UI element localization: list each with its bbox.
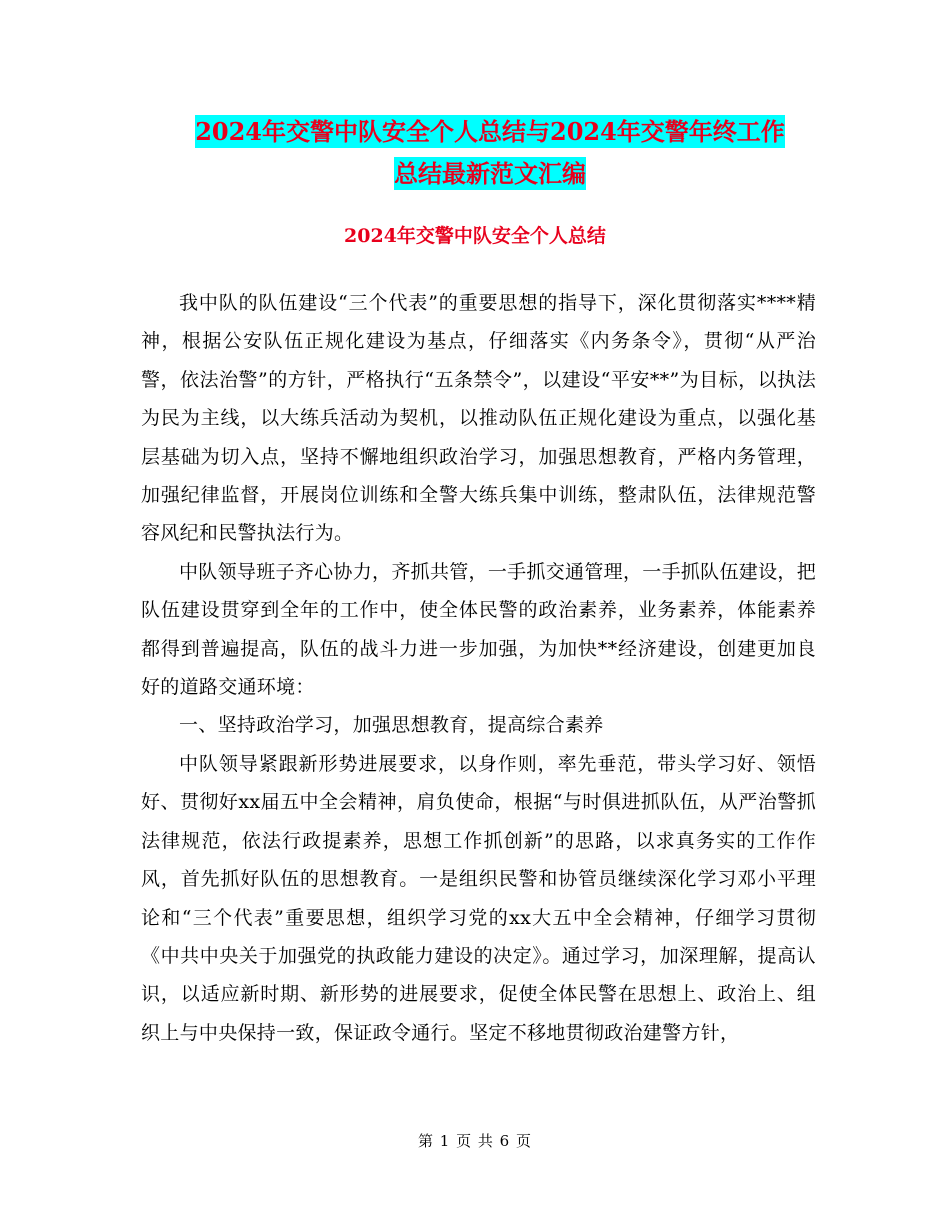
- page-footer: 第 1 页 共 6 页: [418, 1132, 532, 1150]
- paragraph-4: 中队领导紧跟新形势进展要求，以身作则，率先垂范，带头学习好、领悟好、贯彻好xx届五中全会精神，肩负使命，根据“与时俱进抓队伍，从严治警抓法律规范，依法行政提素养，思想工作抓创新”的思路，以求真务实的工作作风，首先抓好队伍的思想教育。一是组织民警和协管员继续深化学习邓小平理论和“三个代表”重要思想，组织学习党的xx大五中全会精神，仔细学习贯彻《中共中央关于加强党的执政能力建设的决定》。通过学习，加深理解，提高认识，以适应新时期、新形势的进展要求，促使全体民警在思想上、政治上、组织上与中央保持一致，保证政令通行。坚定不移地贯彻政治建警方针，: [141, 752, 816, 1044]
- paragraph-3-heading: 一、坚持政治学习，加强思想教育，提高综合素养: [179, 714, 604, 737]
- section-title: 2024年交警中队安全个人总结: [344, 225, 606, 247]
- paragraph-2: 中队领导班子齐心协力，齐抓共管，一手抓交通管理，一手抓队伍建设，把队伍建设贯穿到全年的工作中，使全体民警的政治素养，业务素养，体能素养都得到普遍提高，队伍的战斗力进一步加强，为加快**经济建设，创建更加良好的道路交通环境：: [141, 560, 816, 699]
- paragraph-1: 我中队的队伍建设“三个代表”的重要思想的指导下，深化贯彻落实****精神，根据公安队伍正规化建设为基点，仔细落实《内务条令》，贯彻“从严治警，依法治警”的方针，严格执行“五条禁令”，以建设“平安**”为目标，以执法为民为主线，以大练兵活动为契机，以推动队伍正规化建设为重点，以强化基层基础为切入点，坚持不懈地组织政治学习，加强思想教育，严格内务管理，加强纪律监督，开展岗位训练和全警大练兵集中训练，整肃队伍，法律规范警容风纪和民警执法行为。: [141, 292, 816, 545]
- document-title-line-1: [140, 110, 840, 154]
- title-highlight-1: 2024年交警中队安全个人总结与2024年交警年终工作: [195, 117, 785, 146]
- document-title-line-2: [140, 152, 840, 196]
- body-text: [141, 284, 816, 1052]
- title-highlight-2: 总结最新范文汇编: [394, 159, 586, 188]
